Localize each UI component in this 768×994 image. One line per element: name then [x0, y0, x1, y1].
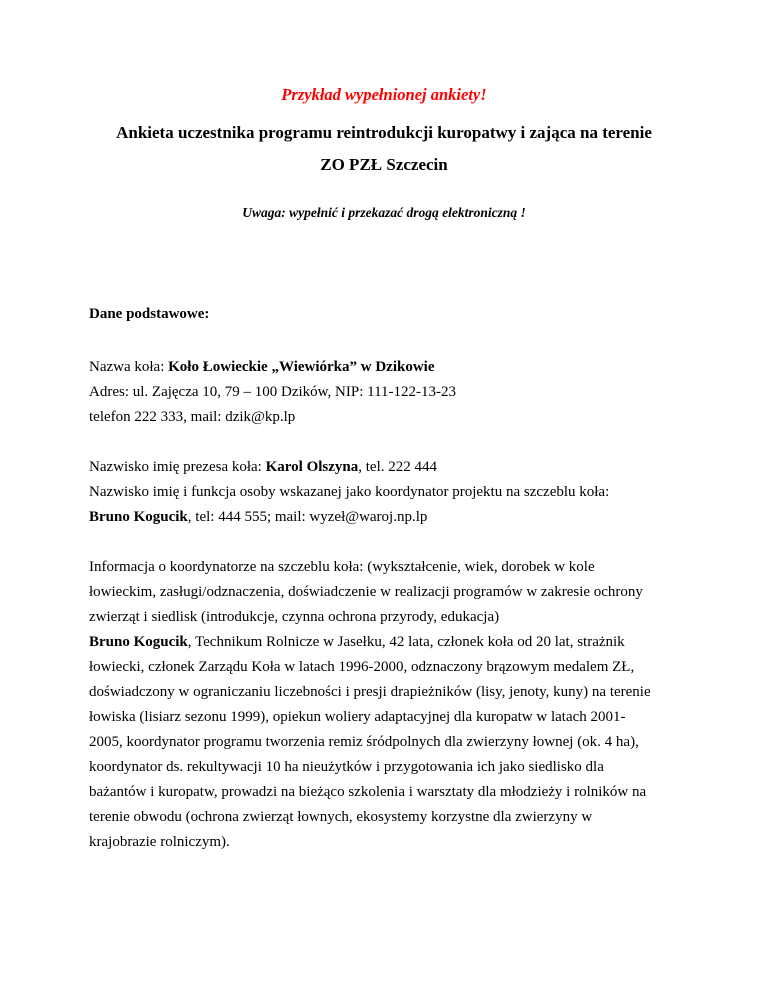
coordinator-answer-line: łowiska (lisiarz sezonu 1999), opiekun woliery adaptacyjnej dla kuropatw w latach 2001-	[89, 709, 626, 725]
section-heading-basic-data: Dane podstawowe:	[89, 306, 210, 322]
coordinator-question-line: zwierząt i siedlisk (introdukcje, czynna ochrona przyrody, edukacja)	[89, 609, 500, 625]
coordinator-answer-line: łowiecki, członek Zarządu Koła w latach 1996-2000, odznaczony brązowym medalem ZŁ,	[89, 659, 635, 675]
survey-title-line-2: ZO PZŁ Szczecin	[320, 155, 448, 174]
president-line	[89, 458, 437, 476]
club-name-value: Koło Łowieckie „Wiewiórka” w Dzikowie	[168, 359, 435, 375]
club-name-line	[89, 358, 435, 376]
survey-title-line-1: Ankieta uczestnika programu reintrodukcji kuropatwy i zająca na terenie	[116, 123, 652, 142]
coordinator-answer-line: terenie obwodu (ochrona zwierząt łownych, ekosystemy korzystne dla zwierzyny w	[89, 809, 593, 825]
coordinator-answer-line: koordynator ds. rekultywacji 10 ha nieużytków i przygotowania ich jako siedlisko dla	[89, 759, 604, 775]
coordinator-answer-line: doświadczony w ograniczaniu liczebności i presji drapieżników (lisy, jenoty, kuny) na terenie	[89, 684, 651, 700]
coordinator-question-line: Informacja o koordynatorze na szczeblu koła: (wykształcenie, wiek, dorobek w kole	[89, 559, 595, 575]
submission-warning: Uwaga: wypełnić i przekazać drogą elektroniczną !	[242, 205, 526, 220]
president-phone: , tel. 222 444	[358, 459, 438, 475]
coordinator-answer-line: bażantów i kuropatw, prowadzi na bieżąco szkolenia i warsztaty dla młodzieży i rolników na	[89, 784, 647, 800]
coordinator-answer-name: Bruno Kogucik	[89, 634, 188, 650]
contact-line: telefon 222 333, mail: dzik@kp.lp	[89, 409, 296, 425]
coordinator-answer-text: , Technikum Rolnicze w Jasełku, 42 lata, członek koła od 20 lat, strażnik	[187, 634, 625, 650]
coordinator-answer-line: 2005, koordynator programu tworzenia remiz śródpolnych dla zwierzyny łownej (ok. 4 ha),	[89, 734, 639, 750]
coordinator-question-line: łowieckim, zasługi/odznaczenia, doświadczenie w realizacji programów w zakresie ochrony	[89, 584, 643, 600]
address-line: Adres: ul. Zajęcza 10, 79 – 100 Dzików, NIP: 111-122-13-23	[89, 384, 457, 400]
coordinator-line	[89, 508, 427, 526]
coordinator-answer-line	[89, 633, 625, 651]
coordinator-label-line: Nazwisko imię i funkcja osoby wskazanej jako koordynator projektu na szczeblu koła:	[89, 484, 610, 500]
coordinator-name: Bruno Kogucik	[89, 509, 188, 525]
president-label: Nazwisko imię prezesa koła:	[89, 459, 266, 475]
president-name: Karol Olszyna	[265, 459, 359, 475]
coordinator-answer-line: krajobrazie rolniczym).	[89, 834, 230, 850]
club-name-label: Nazwa koła:	[89, 359, 169, 375]
example-note: Przykład wypełnionej ankiety!	[281, 85, 487, 104]
coordinator-contact: , tel: 444 555; mail: wyzeł@waroj.np.lp	[187, 509, 428, 525]
